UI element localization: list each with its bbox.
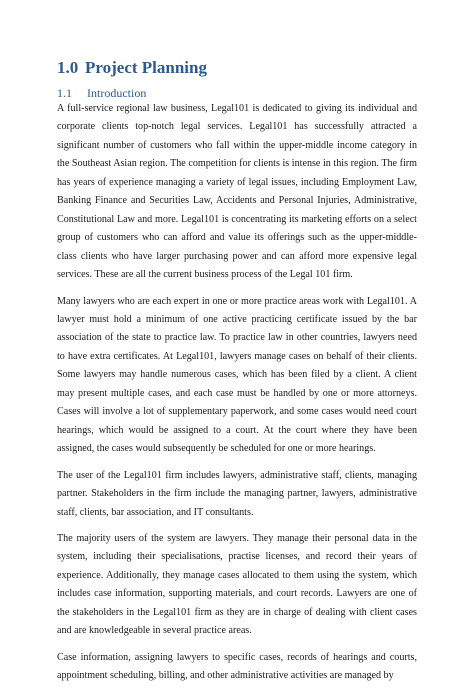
paragraph-introduction: A full-service regional law business, Legal101 is dedicated to giving its individual and corporate clients top-notch legal services. Legal101 has successfully attracted a significant number of customers who fall within the upper-middle income category in the Southeast Asian region. The competition for clients is intense in this region. The firm has years of experience managing a variety of legal issues, including Employment Law, Banking Finance and Securities Law, Accidents and Personal Injuries, Administrative, Constitutional Law and more. Legal101 is concentrating its marketing efforts on a select group of customers who can afford and value its offerings such as the upper-middle-class clients who have larger purchasing power and can afford more expensive legal services. These are all the current business process of the Legal 101 firm. <box>57 103 417 281</box>
section-heading <box>57 58 417 78</box>
section-title: Project Planning <box>85 58 207 77</box>
paragraph-lawyers: Many lawyers who are each expert in one or more practice areas work with Legal101. A lawyer must hold a minimum of one active practicing certificate issued by the bar association of the state to practice law. To practice law in other countries, lawyers need to have extra certificates. At Legal101, lawyers manage cases on behalf of their clients. Some lawyers may handle numerous cases, which has been filed by a client. A client may present multiple cases, and each case must be handled by one or more attorneys. Cases will involve a lot of supplementary paperwork, and some cases would need court hearings, which would be assigned to a court. At the court where they have been assigned, the cases would subsequently be scheduled for one or more hearings. <box>57 295 417 455</box>
paragraph-case-information: Case information, assigning lawyers to specific cases, records of hearings and courts, appointment scheduling, billing, and other administrative activities are managed by <box>57 651 417 682</box>
subsection-title: Introduction <box>87 86 147 100</box>
section-number: 1.0 <box>57 58 79 77</box>
document-body <box>57 58 417 694</box>
subsection-heading <box>57 86 417 100</box>
paragraph-users: The user of the Legal101 firm includes lawyers, administrative staff, clients, managing partner. Stakeholders in the firm include the managing partner, lawyers, administrative staff, clients, bar association, and IT consultants. <box>57 469 417 518</box>
subsection-number: 1.1 <box>57 86 72 100</box>
paragraph-majority-users: The majority users of the system are lawyers. They manage their personal data in the system, including their specialisations, practise licenses, and record their years of experience. Additionally, they manage cases allocated to them using the system, which includes case information, supporting materials, and court records. Lawyers are one of the stakeholders in the Legal101 firm as they are in charge of dealing with client cases and are knowledgeable in several practice areas. <box>57 532 417 637</box>
